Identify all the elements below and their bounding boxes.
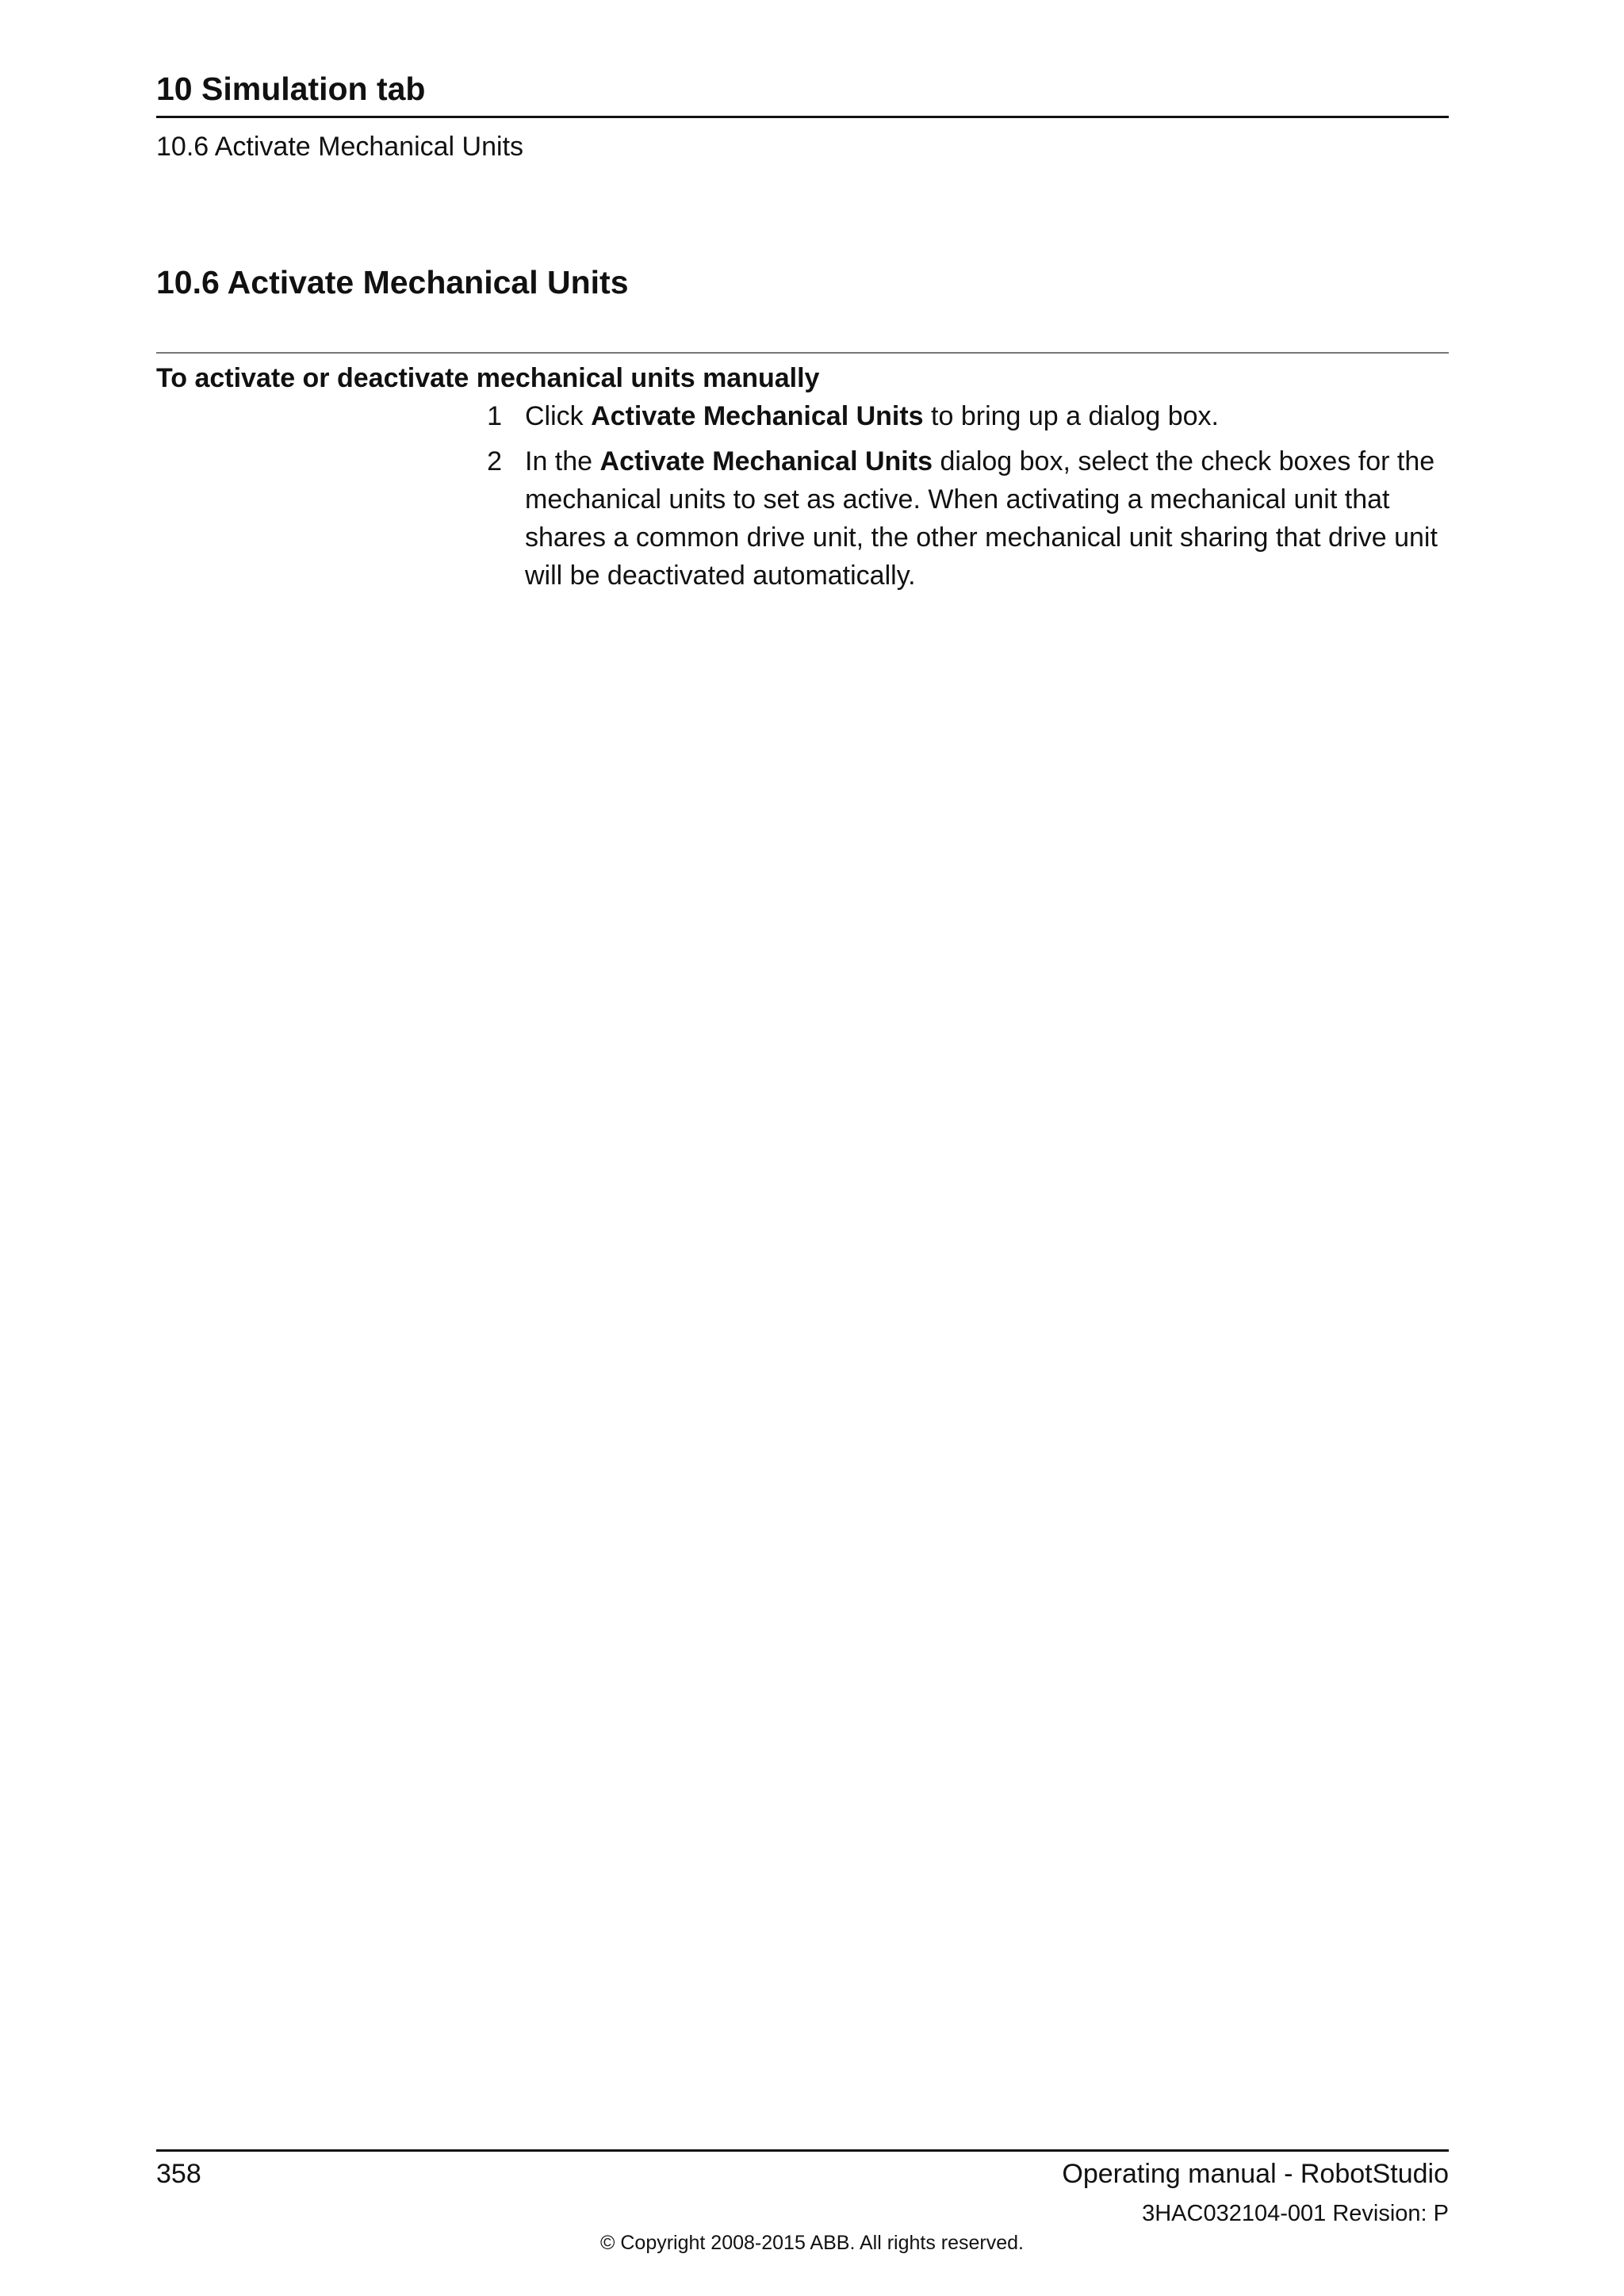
- running-header: [156, 67, 1449, 164]
- document-id: 3HAC032104-001 Revision: P: [1142, 2201, 1449, 2226]
- running-section-title: 10.6 Activate Mechanical Units: [156, 132, 524, 162]
- step-text-post: dialog box, select the check boxes for the mechanical units to set as active. When activating a mechanical unit that shares a common drive unit, the other mechanical unit sharing that drive unit will be deactivated automatically.: [525, 446, 1438, 591]
- procedure-divider: [156, 352, 1449, 354]
- step-text-pre: In the: [525, 446, 600, 476]
- step-ui-term: Activate Mechanical Units: [591, 401, 924, 431]
- step-text-post: to bring up a dialog box.: [923, 401, 1219, 431]
- footer-row: [156, 2156, 1449, 2191]
- manual-title: Operating manual - RobotStudio: [1062, 2159, 1449, 2189]
- procedure-title: To activate or deactivate mechanical units manually: [156, 363, 820, 393]
- section-heading: 10.6 Activate Mechanical Units: [156, 264, 629, 300]
- chapter-title: 10 Simulation tab: [156, 67, 1449, 118]
- step-ui-term: Activate Mechanical Units: [599, 446, 933, 476]
- step-item-1: [461, 397, 1449, 435]
- page-number: 358: [156, 2159, 201, 2189]
- copyright-notice: © Copyright 2008-2015 ABB. All rights reserved.: [600, 2232, 1024, 2254]
- step-text: [525, 442, 1449, 595]
- step-text-pre: Click: [525, 401, 592, 431]
- footer-divider: [156, 2149, 1449, 2152]
- procedure-block: [156, 352, 1449, 602]
- step-text: [525, 397, 1449, 435]
- page-footer: [156, 2149, 1449, 2229]
- step-list: [461, 397, 1449, 595]
- step-number: 2: [487, 446, 502, 476]
- step-number: 1: [487, 401, 502, 431]
- step-item-2: [461, 442, 1449, 595]
